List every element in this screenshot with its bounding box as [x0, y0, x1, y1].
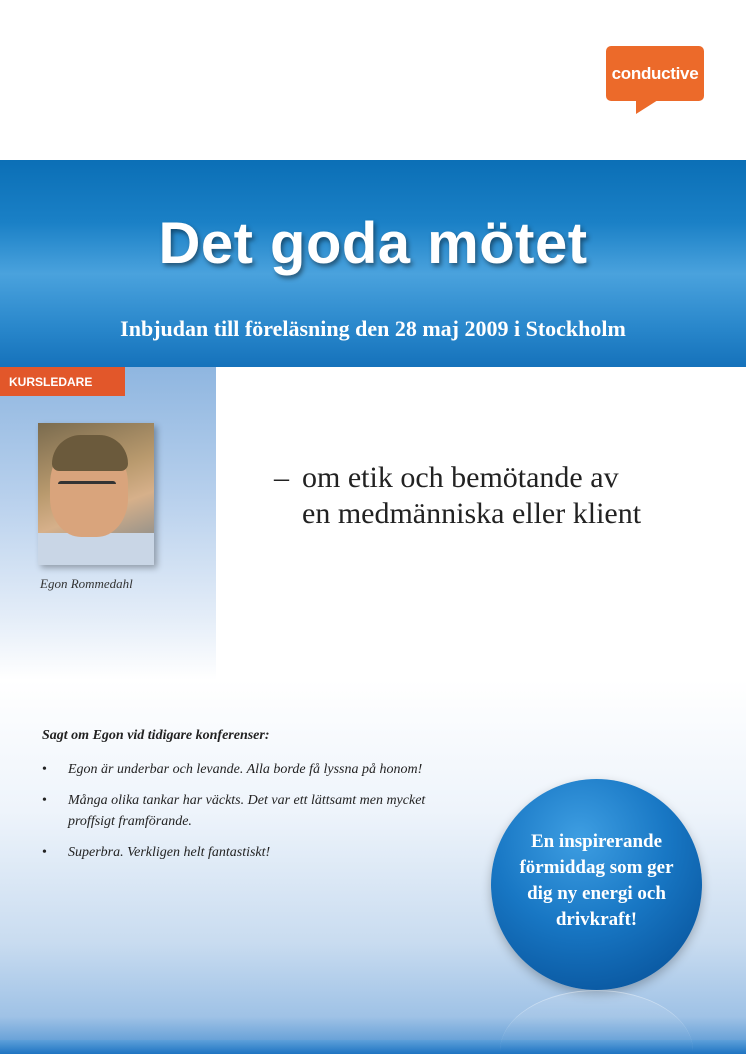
testimonials-heading: Sagt om Egon vid tidigare konferenser:: [42, 728, 270, 743]
page-title: Det goda mötet: [158, 211, 588, 276]
bullet: •: [42, 845, 47, 860]
logo-text: conductive: [611, 63, 699, 83]
conductive-logo: [606, 46, 704, 101]
callout-circle: [491, 779, 702, 990]
speaker-photo: [38, 423, 154, 565]
list-item: [42, 759, 468, 780]
testimonial-text: Många olika tankar har väckts. Det var ett lättsamt men mycket proffsigt framförande.: [68, 793, 426, 829]
photo-shirt: [38, 533, 154, 565]
photo-hair: [52, 435, 128, 471]
bullet: •: [42, 762, 47, 777]
bullet: •: [42, 793, 47, 808]
page-subtitle: Inbjudan till föreläsning den 28 maj 2009 i Stockholm: [120, 316, 626, 341]
photo-glasses: [58, 481, 116, 492]
testimonial-text: Egon är underbar och levande. Alla borde få lyssna på honom!: [68, 762, 423, 777]
list-item: [42, 790, 468, 832]
tagline-line-1: om etik och bemötande av: [302, 461, 619, 494]
list-item: [42, 842, 468, 863]
testimonials: [42, 728, 492, 873]
logo-speech-tail: [636, 100, 658, 114]
speaker-tag: KURSLEDARE: [0, 367, 125, 396]
callout-text: En inspirerande förmiddag som ger dig ny energi och drivkraft!: [519, 830, 674, 930]
tagline: [274, 460, 724, 532]
tagline-line-2: en medmänniska eller klient: [302, 497, 642, 530]
testimonial-text: Superbra. Verkligen helt fantastiskt!: [68, 845, 271, 860]
speaker-name: Egon Rommedahl: [40, 576, 133, 591]
tagline-dash: –: [274, 461, 289, 494]
